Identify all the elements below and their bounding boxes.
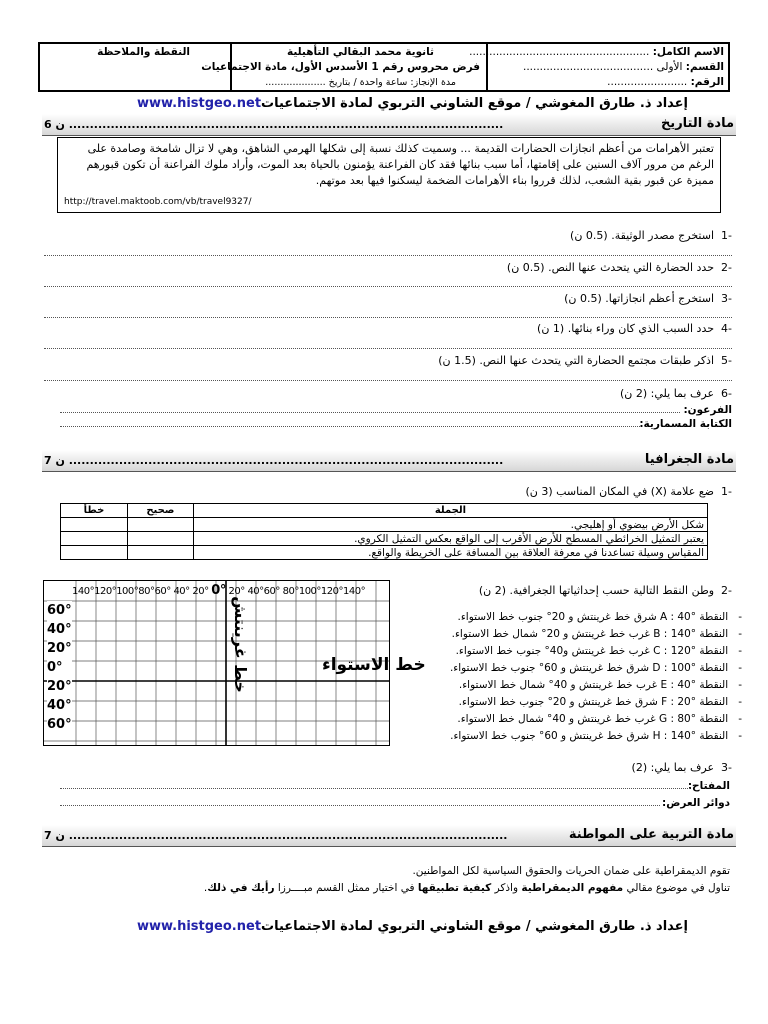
point-coords: 40° غرب خط غرينتش و 40° شمال خط الاستواء. bbox=[458, 679, 696, 691]
list-item: - النقطة G : 80° غرب خط غرينتش و 40° شمال خط الاستواء. bbox=[457, 713, 742, 725]
question-number: -6 bbox=[721, 387, 732, 400]
number-row bbox=[607, 76, 724, 88]
true-false-table bbox=[60, 503, 708, 560]
answer-line[interactable] bbox=[60, 412, 680, 413]
question-number: -3 bbox=[721, 761, 732, 774]
question-text: عرف بما يلي: (2 ن) bbox=[619, 387, 715, 400]
question-number: -3 bbox=[721, 292, 732, 305]
question-number: -1 bbox=[721, 485, 732, 498]
question-number: -4 bbox=[721, 322, 732, 335]
column-header: صحيح bbox=[127, 504, 193, 518]
geography-points: 7 ن ........................................................................................................ bbox=[44, 454, 504, 467]
history-section-header bbox=[42, 114, 736, 136]
history-points: 6 ن ........................................................................................................ bbox=[44, 118, 504, 131]
history-question-3 bbox=[564, 292, 732, 305]
name-label: الاسم الكامل: bbox=[652, 46, 724, 58]
question-number: -5 bbox=[721, 354, 732, 367]
civics-title: مادة التربية على المواطنة bbox=[568, 827, 734, 842]
tick-label: 100° bbox=[298, 586, 321, 597]
question-text: حدد الحضارة التي يتحدث عنها النص. (0.5 ن) bbox=[506, 261, 715, 274]
point-coords: 40° شرق خط غرينتش و 20° جنوب خط الاستواء. bbox=[457, 611, 696, 623]
true-checkbox-cell[interactable] bbox=[127, 532, 193, 546]
footer-text: إعداد ذ. طارق المغوشي / موقع الشاوني التربوي لمادة الاجتماعيات bbox=[261, 919, 688, 934]
answer-line[interactable] bbox=[44, 317, 732, 318]
list-item: - النقطة H : 140° شرق خط غرينتش و 60° جنوب خط الاستواء. bbox=[450, 730, 742, 742]
table-row bbox=[61, 546, 708, 560]
section-row bbox=[523, 61, 724, 73]
coordinate-grid[interactable] bbox=[43, 580, 426, 746]
number-label: الرقم: bbox=[690, 76, 724, 88]
column-header: الجملة bbox=[193, 504, 707, 518]
tick-label: 80° bbox=[282, 586, 299, 597]
tick-label: 40° bbox=[47, 622, 72, 637]
header-table bbox=[38, 42, 730, 92]
point-coords: 20° شرق خط غرينتش و 20° جنوب خط الاستواء. bbox=[458, 696, 696, 708]
table-header-row bbox=[61, 504, 708, 518]
tick-label: 140° bbox=[343, 586, 366, 597]
question-number: -2 bbox=[721, 261, 732, 274]
tick-label: 20° bbox=[192, 586, 209, 597]
tick-label: 40° bbox=[173, 586, 190, 597]
list-item: - النقطة B : 140° غرب خط غرينتش و 20° شمال خط الاستواء. bbox=[451, 628, 742, 640]
document-source: http://travel.maktoob.com/vb/travel9327/ bbox=[64, 197, 252, 207]
table-row bbox=[61, 518, 708, 532]
list-item: - النقطة F : 20° شرق خط غرينتش و 20° جنوب خط الاستواء. bbox=[458, 696, 742, 708]
false-checkbox-cell[interactable] bbox=[61, 546, 128, 560]
term-latitude-label: دوائر العرض: bbox=[662, 797, 730, 809]
document-text: تعتبر الأهرامات من أعظم انجازات الحضارات القديمة ... وسميت كذلك نسبة إلى شكلها الهرمي الشاهق، وهي لا تزال شامخة وصامدة على الرغم من مرور آلاف السنين على إقامتها، أما سبب بنائها فقد كان الفراعنة يؤمنون بالحياة بعد الموت، وأراد ملوك الفراعنة أن تكون قبورهم مميزة عن قبور بقية الشعب، لذلك قرروا بناء الأهرامات الضخمة ليسكنوا فيها بعد موتهم. bbox=[86, 142, 714, 187]
history-question-4 bbox=[537, 322, 732, 335]
history-question-6 bbox=[620, 387, 732, 400]
question-text: ضع علامة (X) في المكان المناسب (3 ن) bbox=[525, 485, 715, 498]
number-field[interactable]: ........................ bbox=[607, 76, 688, 88]
question-text: استخرج أعظم انجازاتها. (0.5 ن) bbox=[564, 292, 715, 305]
tick-label: 100° bbox=[116, 586, 139, 597]
tick-label: 40° bbox=[47, 698, 72, 713]
point-name: النقطة B : bbox=[653, 628, 729, 640]
name-field[interactable]: ...................................................... bbox=[469, 46, 650, 58]
true-checkbox-cell[interactable] bbox=[127, 546, 193, 560]
task-text: في اختيار ممثل القسم مبــــرزا bbox=[274, 882, 418, 894]
column-header: خطأ bbox=[61, 504, 128, 518]
list-item: - النقطة E : 40° غرب خط غرينتش و 40° شمال خط الاستواء. bbox=[458, 679, 742, 691]
school-cell bbox=[201, 44, 486, 90]
tick-label: 80° bbox=[138, 586, 155, 597]
answer-line[interactable] bbox=[44, 380, 732, 381]
tick-label: 60° bbox=[47, 717, 72, 732]
equator-label: خط الاستواء bbox=[322, 655, 426, 675]
false-checkbox-cell[interactable] bbox=[61, 532, 128, 546]
task-keyword: كيفية تطبيقها bbox=[417, 882, 492, 894]
school-name: ثانوية محمد البقالي التأهيلية bbox=[286, 46, 434, 58]
geography-question-2 bbox=[479, 584, 732, 597]
geography-question-1 bbox=[525, 485, 732, 498]
point-coords: 140° شرق خط غرينتش و 60° جنوب خط الاستواء. bbox=[450, 730, 696, 742]
geography-question-3 bbox=[632, 761, 732, 774]
tick-label: 140° bbox=[72, 586, 95, 597]
section-field[interactable]: ....................................... bbox=[522, 61, 654, 73]
point-name: النقطة G : bbox=[659, 713, 729, 725]
name-row bbox=[469, 46, 724, 58]
civics-section-header bbox=[42, 825, 736, 847]
list-item: - النقطة C : 120° غرب خط غرينتش و40° جنوب خط الاستواء. bbox=[455, 645, 742, 657]
credit-text: إعداد ذ. طارق المغوشي / موقع الشاوني التربوي لمادة الاجتماعيات bbox=[261, 96, 688, 111]
task-text: تناول في موضوع مقالي bbox=[623, 882, 730, 894]
statement-cell: يعتبر التمثيل الخرائطي المسطح للأرض الأقرب إلى الواقع بعكس التمثيل الكروي. bbox=[193, 532, 707, 546]
civics-statement: تقوم الديمقراطية على ضمان الحريات والحقوق السياسية لكل المواطنين. bbox=[412, 865, 730, 877]
point-name: النقطة E : bbox=[660, 679, 729, 691]
question-text: عرف بما يلي: (2) bbox=[631, 761, 715, 774]
geography-section-header bbox=[42, 450, 736, 472]
task-text: واذكر bbox=[491, 882, 522, 894]
student-cell bbox=[469, 44, 728, 90]
term-pharaoh-label: الفرعون: bbox=[683, 404, 732, 416]
statement-cell: المقياس وسيلة تساعدنا في معرفة العلاقة بين المسافة على الخريطة والواقع. bbox=[193, 546, 707, 560]
latitude-labels bbox=[47, 601, 72, 734]
tick-label: 20° bbox=[47, 641, 72, 656]
point-name: النقطة H : bbox=[652, 730, 729, 742]
longitude-labels bbox=[72, 583, 365, 598]
tick-label: 20° bbox=[47, 679, 72, 694]
task-text: . bbox=[203, 882, 208, 894]
exam-title: فرض محروس رقم 1 الأسدس الأول، مادة الاجتماعيات bbox=[201, 61, 480, 73]
point-coords: 100° شرق خط غرينتش و 60° جنوب خط الاستواء. bbox=[449, 662, 696, 674]
point-coords: 120° غرب خط غرينتش و40° جنوب خط الاستواء. bbox=[455, 645, 696, 657]
point-name: النقطة A : bbox=[659, 611, 729, 623]
list-item: - النقطة D : 100° شرق خط غرينتش و 60° جنوب خط الاستواء. bbox=[449, 662, 742, 674]
task-keyword: رأيك في ذلك bbox=[207, 882, 275, 894]
footer-url-link[interactable]: www.histgeo.net bbox=[136, 919, 262, 934]
point-name: النقطة C : bbox=[653, 645, 729, 657]
credit-url-link[interactable]: www.histgeo.net bbox=[136, 96, 262, 111]
tick-label: 60° bbox=[263, 586, 280, 597]
question-text: حدد السبب الذي كان وراء بنائها. (1 ن) bbox=[537, 322, 715, 335]
tick-label: 20° bbox=[228, 586, 245, 597]
history-question-1 bbox=[570, 229, 732, 242]
tick-label: 60° bbox=[47, 603, 72, 618]
point-coords: 140° غرب خط غرينتش و 20° شمال خط الاستواء. bbox=[451, 628, 696, 640]
section-label: القسم: bbox=[685, 61, 724, 73]
history-question-5 bbox=[438, 354, 732, 367]
task-keyword: مفهوم الديمقراطية bbox=[521, 882, 624, 894]
civics-task bbox=[204, 882, 730, 894]
question-text: اذكر طبقات مجتمع الحضارة التي يتحدث عنها النص. (1.5 ن) bbox=[438, 354, 715, 367]
term-key-label: المفتاح: bbox=[687, 780, 730, 792]
answer-line[interactable] bbox=[60, 788, 690, 789]
grade-label: النقطة والملاحظة bbox=[97, 46, 190, 58]
answer-line[interactable] bbox=[60, 426, 640, 427]
list-item: - النقطة A : 40° شرق خط غرينتش و 20° جنوب خط الاستواء. bbox=[457, 611, 742, 623]
history-title: مادة التاريخ bbox=[660, 116, 734, 131]
answer-line[interactable] bbox=[44, 255, 732, 256]
civics-points: 7 ن ......................................................................................................... bbox=[44, 829, 508, 842]
credit-line bbox=[108, 96, 688, 111]
point-name: النقطة F : bbox=[661, 696, 729, 708]
answer-line[interactable] bbox=[44, 286, 732, 287]
tick-label: 120° bbox=[320, 586, 344, 597]
question-text: استخرج مصدر الوثيقة. (0.5 ن) bbox=[570, 229, 715, 242]
footer-credit bbox=[108, 919, 688, 934]
tick-label: 0° bbox=[47, 660, 63, 675]
point-coords: 80° غرب خط غرينتش و 40° شمال خط الاستواء. bbox=[457, 713, 696, 725]
answer-line[interactable] bbox=[44, 348, 732, 349]
term-cuneiform-label: الكتابة المسمارية: bbox=[639, 418, 732, 430]
question-number: -1 bbox=[721, 229, 732, 242]
greenwich-label: خط غرينتش bbox=[230, 596, 250, 693]
question-number: -2 bbox=[721, 584, 732, 597]
tick-label: 60° bbox=[154, 586, 171, 597]
statement-cell: شكل الأرض بيضوي أو إهليجي. bbox=[193, 518, 707, 532]
history-question-2 bbox=[507, 261, 732, 274]
tick-label: 120° bbox=[94, 586, 117, 597]
true-checkbox-cell[interactable] bbox=[127, 518, 193, 532]
exam-duration: مدة الإنجاز: ساعة واحدة / بتاريخ .................... bbox=[265, 77, 456, 88]
tick-label: 0° bbox=[211, 583, 226, 598]
history-document bbox=[57, 137, 721, 213]
answer-line[interactable] bbox=[60, 805, 660, 806]
false-checkbox-cell[interactable] bbox=[61, 518, 128, 532]
point-name: النقطة D : bbox=[652, 662, 729, 674]
geography-title: مادة الجغرافيا bbox=[644, 452, 734, 467]
tick-label: 40° bbox=[247, 586, 264, 597]
table-row bbox=[61, 532, 708, 546]
section-value: الأولى bbox=[656, 61, 683, 73]
question-text: وطن النقط التالية حسب إحداثياتها الجغرافية. (2 ن) bbox=[478, 584, 715, 597]
